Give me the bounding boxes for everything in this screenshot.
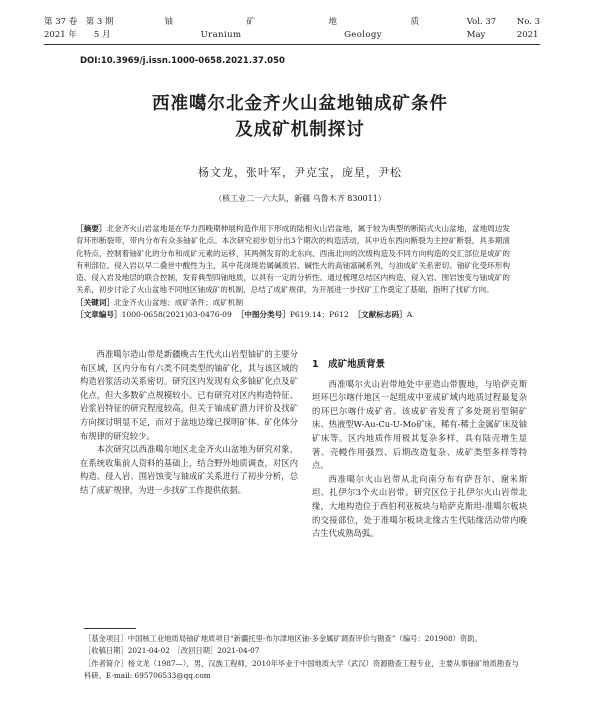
journal-name-en-1: Uranium <box>200 30 242 40</box>
journal-char: 地 <box>328 17 338 27</box>
number-en: No. 3 <box>516 17 540 27</box>
volume-en: Vol. 37 <box>466 17 497 27</box>
journal-name-en-2: Geology <box>344 30 382 40</box>
authors: 杨文龙，张叶军，尹克宝，庞星，尹松 <box>198 166 402 179</box>
right-column <box>312 348 527 541</box>
title-line-2: 及成矿机制探讨 <box>235 120 365 140</box>
section-heading: 1 成矿地质背景 <box>312 359 386 370</box>
journal-char: 矿 <box>246 17 256 27</box>
body-paragraph: 西准噶尔火山岩带从北向南分布有萨吾尔、谢米斯坦、扎伊尔3个火山岩带。研究区位于扎伊尔火山岩带北缘，大地构造位于西伯利亚板块与哈萨克斯坦-准噶尔板块的交接部位，处于准噶尔板块北缘古生代陆缘活动带内晚古生代成熟岛弧。 <box>312 473 527 539</box>
footnote-funding: ［基金项目］中国核工业地质局铀矿地质项目“新疆托里-布尔津地区铀-多金属矿调查评价与勘查”（编号：201908）资助。 <box>84 634 482 643</box>
keywords-label: ［关键词］ <box>76 297 114 307</box>
affiliation: （核工业二一六大队，新疆 乌鲁木齐 830011） <box>214 194 386 203</box>
class-code: P619.14；P612 <box>289 310 349 320</box>
footnote-rule <box>84 628 136 629</box>
year-en: 2021 <box>516 30 539 40</box>
abstract-block <box>76 223 510 321</box>
doc-code: A <box>406 310 413 320</box>
left-column <box>80 348 298 498</box>
article-number: 1000-0658(2021)03-0476-09 <box>121 310 232 320</box>
abstract-label: ［摘要］ <box>76 224 107 233</box>
footnote-author: ［作者简介］杨文龙（1987—），男，汉族工程师，2010年毕业于中国地质大学（武汉）资源勘查工程专业，主要从事铀矿地质勘查与科研。E-mail: 695706533@qq.com <box>84 658 519 681</box>
article-number-label: ［文章编号］ <box>76 310 122 320</box>
body-paragraph: 西准噶尔造山带是新疆晚古生代火山岩型铀矿的主要分布区域，区内分布有六类不同类型的铀矿化，其与该区域的构造岩浆活动关系密切。研究区内发现有众多铀矿化点及矿化点，但大多数矿点规模较小。已有研究对区内构造特征、岩浆岩特征的研究程度较高，但关于铀成矿潜力评价及找矿方向探讨明显不足，而对于盆地边缘已探明矿体、矿化体分布规律的研究较少。 <box>80 349 298 441</box>
journal-char: 铀 <box>164 17 174 27</box>
volume-issue-cn: 第 37 卷 第 3 期 <box>44 17 114 27</box>
keywords <box>76 297 510 309</box>
class-label: ［中图分类号］ <box>236 310 290 320</box>
journal-char: 质 <box>410 17 420 27</box>
abstract-text: 北金齐火山岩盆地是在华力西晚期伸展构造作用下形成的陆相火山岩盆地，属于较为典型的断陷式火山盆地，盆地周边发育环形断裂带，带内分布有众多铀矿化点。本次研究初步划分出3个期次的构造活动，其中近东西向断裂为主控矿断裂，具多期演化特点，控制着铀矿化的分布和成矿元素的运移，其两侧发育的北东向、西南北向的次级构造及不同方向构造的交汇部位是成矿的有利部位。侵入岩以早二叠世中酸性为主，其中花岗斑岩属碱质岩、碱性大的高铀富碱系列，与油成矿关系密切。铀矿化受环形构造、侵入岩及地层的联合控制，发育典型四铀地质，以具有一定的分析性。通过梳理总结区内构造、侵入岩、围岩蚀变与铀成矿的关系，初步讨论了火山盆地不同地区铀成矿的机制，总结了成矿规律，为开展进一步找矿工作奠定了基础，指明了找矿方向。 <box>76 224 511 295</box>
header-center <box>44 16 540 42</box>
paper-title <box>0 91 600 143</box>
body-paragraph: 西准噶尔火山岩带地处中亚造山带腹地，与哈萨克斯坦环巴尔喀什地区一起组成中亚成矿域内地质过程最复杂的环巴尔喀什成矿省。该成矿省发育了多处斑岩型铜矿床、热液型W-Au-Cu-U-Mo矿床，稀有-稀土金属矿床及铀矿床等。区内地质作用极其复杂多样，具有陆壳增生显著、壳幔作用强烈、后期改造复杂、成矿类型多样等特点。 <box>312 378 527 471</box>
doi: DOI:10.3969/j.issn.1000-0658.2021.37.050 <box>80 56 285 66</box>
footnotes <box>84 633 524 683</box>
abstract <box>76 223 510 297</box>
body-paragraph: 本次研究以西准噶尔地区北金齐火山盆地为研究对象，在系统收集前人资料的基础上，结合野外地质调查，对区内构造、侵入岩、围岩蚀变与铀成矿关系进行了初步分析，总结了成矿规律，为进一步找矿工作提供依据。 <box>80 444 298 495</box>
keywords-text: 北金齐火山盆地；成矿条件；成矿机制 <box>113 297 244 307</box>
running-header <box>44 14 540 45</box>
footnote-dates: ［收稿日期］2021-04-02 ［改回日期］2021-04-07 <box>84 646 260 656</box>
month-en: May <box>466 30 486 40</box>
header-right <box>467 16 540 42</box>
article-info <box>76 309 510 321</box>
doc-code-label: ［文献标志码］ <box>353 310 407 320</box>
title-line-1: 西准噶尔北金齐火山盆地铀成矿条件 <box>152 94 448 114</box>
date-cn: 2021 年 5 月 <box>44 30 111 40</box>
